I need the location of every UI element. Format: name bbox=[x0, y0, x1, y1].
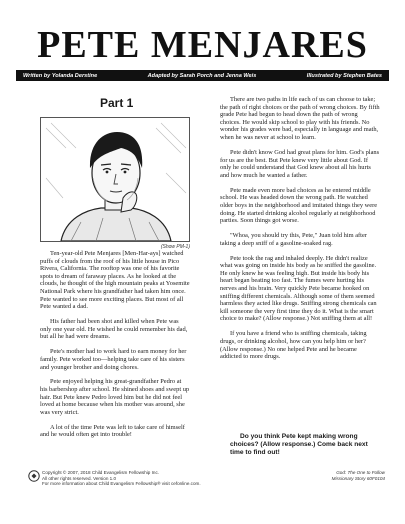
part-label: Part 1 bbox=[100, 96, 134, 110]
right-column bbox=[220, 96, 380, 368]
illustrator-credit: Illustrated by Stephen Bates bbox=[306, 72, 382, 79]
illustration-caption: (Show PM-1) bbox=[160, 244, 190, 250]
story-paragraph: A lot of the time Pete was left to take care of himself and he would often get into trouble! bbox=[40, 423, 185, 439]
story-paragraph: "Whoa, you should try this, Pete," Juan told him after taking a deep sniff of a gasoline-soaked rag. bbox=[220, 232, 367, 247]
left-column bbox=[40, 250, 190, 446]
story-paragraph: His father had been shot and killed when Pete was only one year old. He wished he could remember his dad, but all he had were dreams. bbox=[40, 318, 188, 341]
copyright-notice bbox=[42, 470, 222, 487]
story-code: Missionary Story 60F0104 bbox=[331, 475, 385, 481]
story-paragraph: Pete's mother had to work hard to earn money for her family. Pete worked too—helping take care of his sisters and younger brother and doing chores. bbox=[40, 348, 187, 371]
copyright-line: All other rights reserved. Version 1.0 bbox=[42, 475, 117, 481]
copyright-line: Copyright © 2007, 2018 Child Evangelism Fellowship Inc. bbox=[42, 470, 160, 475]
series-title: God: The One to Follow bbox=[336, 470, 385, 475]
series-info bbox=[240, 470, 385, 481]
story-paragraph: If you have a friend who is sniffing chemicals, taking drugs, or drinking alcohol, how can you help him or her? (Allow response.) No one helped Pete and he became addicted to more drugs. bbox=[220, 330, 367, 361]
adapted-credit: Adapted by Sarah Porch and Jenna Weis bbox=[147, 72, 257, 79]
cef-logo-icon bbox=[28, 470, 40, 482]
copyright-line: For more information about Child Evangelism Fellowship® visit cefonline.com. bbox=[42, 481, 201, 487]
boy-portrait-illustration bbox=[41, 118, 189, 241]
story-paragraph: Pete took the rag and inhaled deeply. He didn't realize what was going on inside his body as he sniffed the gasoline. He only knew he was feeling high. But inside his body his heart began beating too fast. The fumes were hurting his nerves and his brain. Very quickly Pete became hooked on sniffing different chemicals. Although some of them seemed harmless they acted like drugs. Sniffing strong chemicals can kill someone the very first time they do it. What is the smart choice to make? (Allow response.) Not sniffing them at all! bbox=[220, 254, 377, 323]
story-paragraph: Pete didn't know God had great plans for him. God's plans for us are the best. But Pete knew very little about God. If only he could understand that God knew about all his hurts and how much he wanted a father. bbox=[220, 148, 380, 179]
story-paragraph: Pete enjoyed helping his great-grandfather Pedro at his barbershop after school. He shined shoes and swept up hair. But Pete knew Pedro loved him but he did not feel loved at home because when his mother was around, she was very strict. bbox=[40, 378, 190, 416]
author-credit: Written by Yolanda Derstine bbox=[23, 72, 98, 79]
story-paragraph: Ten-year-old Pete Menjares [Men-Har-ays] watched puffs of clouds from the roof of his little house in Pico Rivera, California. The rooftop was one of his favorite spots to dream of faraway places. As he looked at the clouds, he thought of the high mountain peaks at Yosemite National Park where his grandfather had taken him once. Pete wanted to see more exciting places. But most of all Pete wanted a dad. bbox=[40, 250, 190, 311]
story-paragraph: There are two paths in life each of us can choose to take; the path of right choices or the path of wrong choices. By fifth grade Pete had begun to head down the path of wrong choices. He would skip school to play with his friends. No wonder his grades were bad, especially in language and math, when he was never at school to learn. bbox=[220, 96, 380, 141]
story-illustration bbox=[40, 117, 190, 242]
story-paragraph: Pete made even more bad choices as he entered middle school. He was headed down the wrong path. He watched older boys in the neighborhood and imitated things they were doing. He started drinking alcohol regularly at neighborhood parties. Soon things got worse. bbox=[220, 186, 378, 225]
closing-question: Do you think Pete kept making wrong choices? (Allow response.) Come back next time to find out! bbox=[230, 433, 368, 456]
page-title: PETE MENJARES bbox=[37, 24, 368, 66]
credits-bar bbox=[16, 70, 389, 81]
